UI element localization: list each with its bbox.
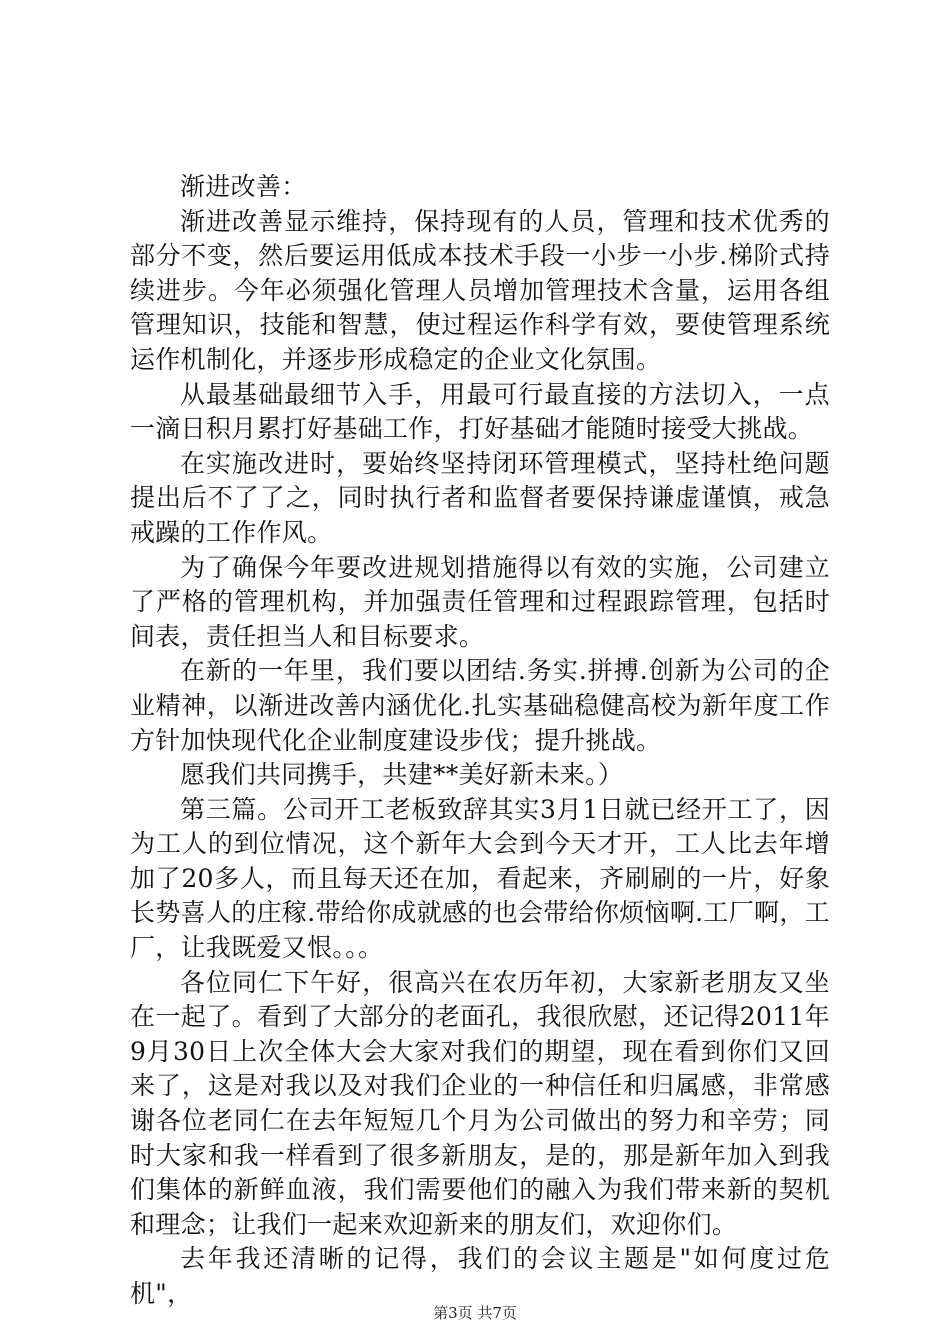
paragraph: 各位同仁下午好，很高兴在农历年初，大家新老朋友又坐在一起了。看到了大部分的老面孔，我很欣慰，还记得2011年9月30日上次全体大会大家对我们的期望，现在看到你们又回来了，这是对我以及对我们企业的一种信任和归属感，非常感谢各位老同仁在去年短短几个月为公司做出的努力和辛劳；同时大家和我一样看到了很多新朋友，是的，那是新年加入到我们集体的新鲜血液，我们需要他们的融入为我们带来新的契机和理念；让我们一起来欢迎新来的朋友们，欢迎你们。: [130, 967, 830, 1239]
paragraph: 从最基础最细节入手，用最可行最直接的方法切入，一点一滴日积月累打好基础工作，打好基础才能随时接受大挑战。: [130, 379, 830, 444]
paragraph: 去年我还清晰的记得，我们的会议主题是"如何度过危机"，: [130, 1244, 830, 1308]
document-body: [130, 170, 830, 1312]
paragraph: 愿我们共同携手，共建**美好新未来。）: [180, 760, 624, 790]
paragraph: 渐进改善显示维持，保持现有的人员，管理和技术优秀的部分不变，然后要运用低成本技术手段一小步一小步.梯阶式持续进步。今年必须强化管理人员增加管理技术含量，运用各组管理知识，技能和智慧，使过程运作科学有效，要使管理系统运作机制化，并逐步形成稳定的企业文化氛围。: [130, 206, 830, 374]
paragraph: 为了确保今年要改进规划措施得以有效的实施，公司建立了严格的管理机构，并加强责任管理和过程跟踪管理，包括时间表，责任担当人和目标要求。: [130, 552, 830, 651]
page-number-footer: 第3页 共7页: [433, 1304, 517, 1322]
paragraph: 在新的一年里，我们要以团结.务实.拼搏.创新为公司的企业精神，以渐进改善内涵优化.扎实基础稳健高校为新年度工作方针加快现代化企业制度建设步伐；提升挑战。: [130, 656, 830, 755]
paragraph: 第三篇。公司开工老板致辞其实3月1日就已经开工了，因为工人的到位情况，这个新年大会到今天才开，工人比去年增加了20多人，而且每天还在加，看起来，齐刷刷的一片，好象长势喜人的庄稼.带给你成就感的也会带给你烦恼啊.工厂啊，工厂，让我既爱又恨。。。: [130, 794, 830, 963]
paragraph-heading-gradual-improvement: 渐进改善：: [180, 172, 307, 201]
paragraph: 在实施改进时，要始终坚持闭环管理模式，坚持杜绝问题提出后不了了之，同时执行者和监督者要保持谦虚谨慎，戒急戒躁的工作作风。: [130, 448, 830, 547]
